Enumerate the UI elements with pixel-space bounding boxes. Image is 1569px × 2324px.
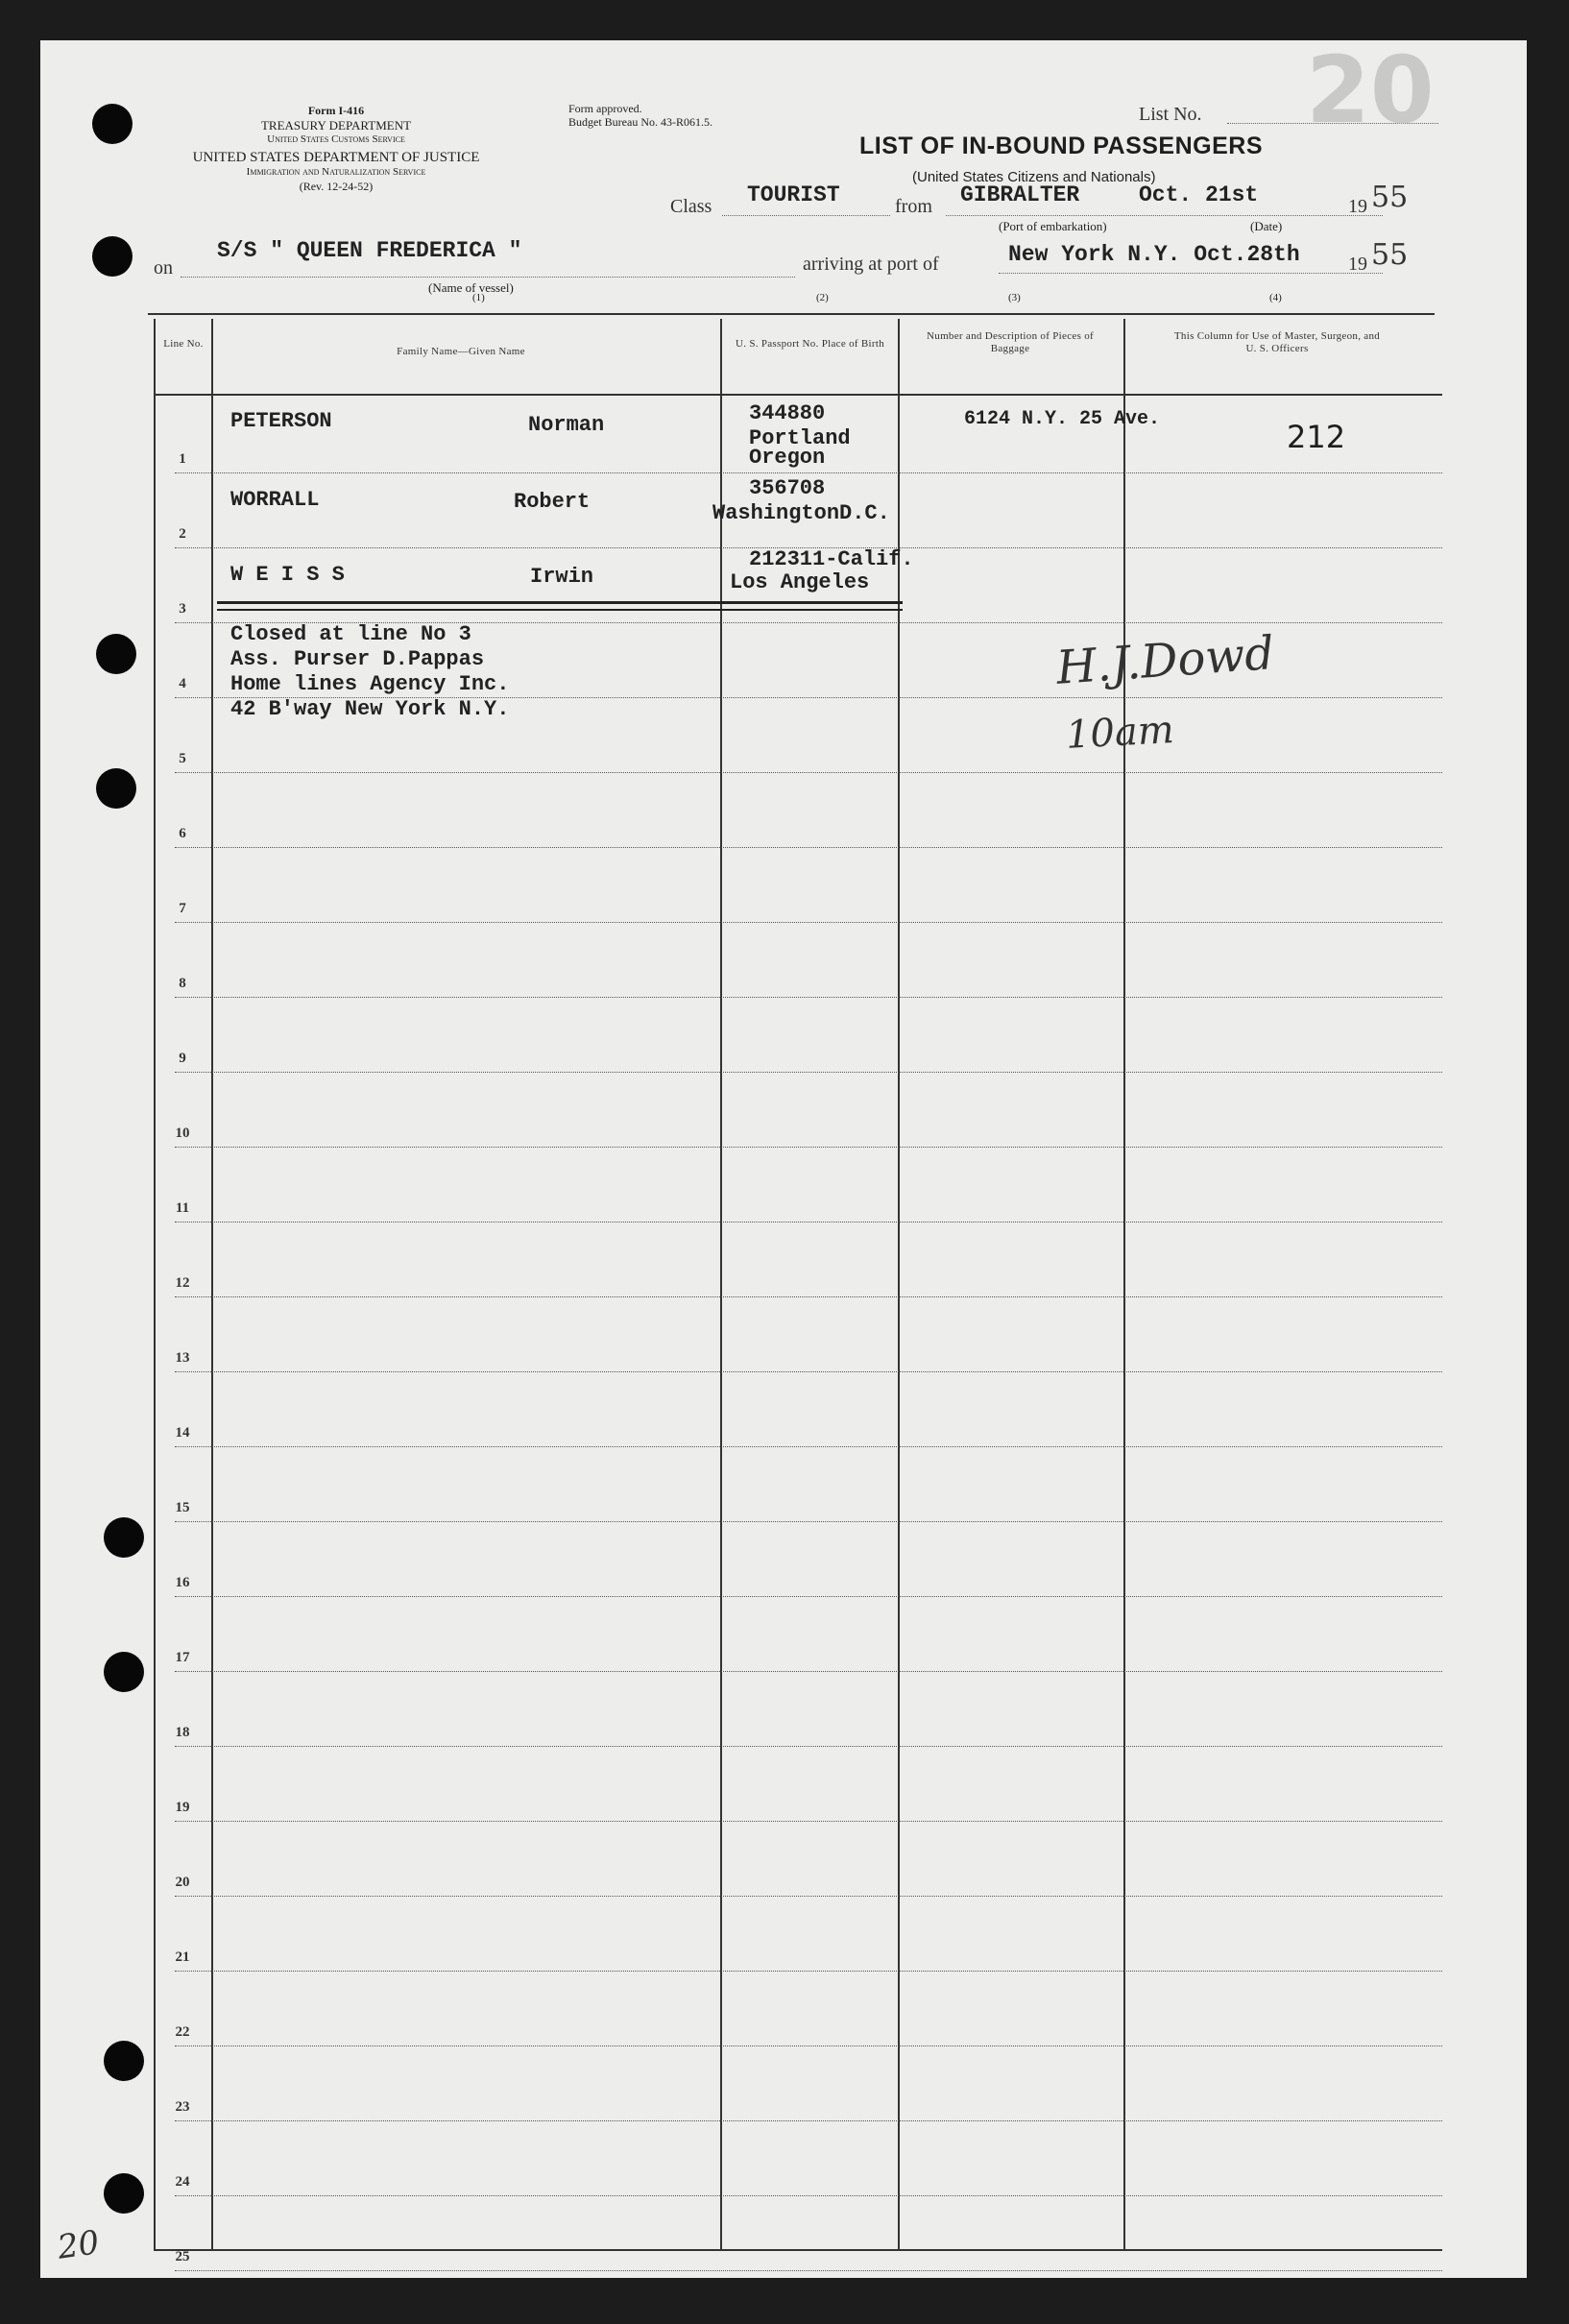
line-number: 16 [175, 1575, 190, 1590]
officer-title: 10am [1064, 708, 1175, 758]
line-number: 11 [175, 1200, 190, 1216]
caption-2: (2) [816, 292, 829, 303]
vessel-underline [181, 277, 795, 278]
line-number: 12 [175, 1275, 190, 1291]
table-row [175, 1296, 1442, 1297]
justice-dept: UNITED STATES DEPARTMENT OF JUSTICE [192, 150, 480, 165]
table-row [175, 1521, 1442, 1522]
passenger-1-family: PETERSON [230, 409, 332, 433]
punch-hole [104, 2173, 144, 2214]
line-number: 4 [179, 676, 186, 691]
customs-service: United States Customs Service [267, 133, 405, 145]
date-caption: (Date) [1250, 219, 1283, 233]
passenger-3-family: W E I S S [230, 563, 345, 587]
line-number: 3 [179, 601, 186, 617]
from-underline [946, 215, 1383, 216]
arriving-label: arriving at port of [803, 254, 939, 275]
line-number: 8 [179, 976, 186, 991]
col-name: Family Name—Given Name [397, 346, 525, 357]
line-number: 21 [175, 1949, 190, 1965]
passenger-3-birth1: Los Angeles [730, 570, 870, 594]
closing-rule [217, 601, 903, 604]
class-label: Class [670, 196, 712, 217]
passenger-3-passport: 212311-Calif. [749, 547, 914, 571]
officer-signature: H.J.Dowd [1054, 626, 1276, 695]
col-baggage: Number and Description of Pieces of Baggage [927, 330, 1094, 354]
passenger-1-baggage: 6124 N.Y. 25 Ave. [964, 408, 1161, 430]
line-number: 17 [175, 1650, 190, 1665]
table-row [175, 1222, 1442, 1223]
caption-3: (3) [1008, 292, 1021, 303]
closing-line-4: 42 B'way New York N.Y. [230, 697, 510, 721]
treasury-dept: TREASURY DEPARTMENT [260, 118, 412, 133]
col-passport: U. S. Passport No. Place of Birth [735, 338, 885, 350]
closing-line-2: Ass. Purser D.Pappas [230, 647, 485, 671]
form-revision: (Rev. 12-24-52) [299, 180, 374, 193]
line-number: 7 [179, 901, 186, 916]
list-no-value: 20 [1306, 36, 1435, 144]
page-subtitle: (United States Citizens and Nationals) [912, 169, 1156, 185]
line-number: 14 [175, 1425, 190, 1440]
punch-hole [104, 1517, 144, 1558]
line-number: 18 [175, 1725, 190, 1740]
year2-value: 55 [1371, 238, 1409, 272]
line-number: 19 [175, 1800, 190, 1815]
table-row [175, 1746, 1442, 1747]
line-number: 10 [175, 1126, 190, 1141]
year-prefix: 19 [1348, 196, 1367, 217]
table-row [175, 1971, 1442, 1972]
table-row [175, 1147, 1442, 1148]
table-row [175, 772, 1442, 773]
passenger-2-birth1: WashingtonD.C. [712, 501, 890, 525]
table-row [175, 1446, 1442, 1447]
form-number: Form I-416 [307, 104, 365, 117]
passenger-2-passport: 356708 [749, 476, 826, 500]
budget-text: Budget Bureau No. 43-R061.5. [568, 115, 712, 129]
manifest-page [40, 40, 1527, 2278]
line-number: 6 [179, 826, 186, 841]
closing-line-3: Home lines Agency Inc. [230, 672, 510, 696]
header-bottom-border [154, 394, 1442, 396]
table-bottom-border [154, 2249, 1442, 2251]
closing-note [230, 622, 509, 722]
line-number: 9 [179, 1051, 186, 1066]
table-row [175, 997, 1442, 998]
class-value: TOURIST [747, 182, 840, 207]
punch-hole [96, 634, 136, 674]
table-row [175, 2270, 1442, 2271]
passenger-1-officer-mark: 212 [1287, 419, 1346, 455]
col-officers: This Column for Use of Master, Surgeon, and U. S. Officers [1173, 330, 1381, 354]
passenger-2-given: Robert [514, 490, 591, 514]
on-label: on [154, 257, 173, 278]
arrival-port: New York N.Y. Oct.28th [1008, 242, 1300, 267]
arrival-underline [999, 273, 1383, 274]
table-row [175, 1072, 1442, 1073]
passenger-1-birth2: Oregon [749, 446, 826, 470]
baggage-col-divider [1123, 319, 1125, 2251]
table-left-border [154, 319, 156, 2251]
table-row [175, 2195, 1442, 2196]
line-number: 2 [179, 526, 186, 542]
line-number: 24 [175, 2174, 190, 2190]
table-row [175, 472, 1442, 473]
form-approval [568, 102, 712, 129]
line-number: 5 [179, 751, 186, 766]
passenger-3-given: Irwin [530, 565, 594, 589]
table-row [175, 847, 1442, 848]
vessel-caption: (Name of vessel) [428, 280, 514, 295]
punch-hole [104, 1652, 144, 1692]
closing-rule [217, 609, 903, 611]
table-row [175, 2120, 1442, 2121]
caption-4: (4) [1269, 292, 1282, 303]
line-number: 23 [175, 2099, 190, 2115]
year2-prefix: 19 [1348, 254, 1367, 275]
table-row [175, 1896, 1442, 1897]
passenger-2-family: WORRALL [230, 488, 320, 512]
passenger-1-birth1: Portland [749, 426, 851, 450]
col-line-no: Line No. [163, 338, 204, 350]
class-underline [722, 215, 890, 216]
table-row [175, 1821, 1442, 1822]
port-embark-caption: (Port of embarkation) [999, 219, 1107, 233]
line-number: 13 [175, 1350, 190, 1366]
passenger-1-given: Norman [528, 413, 605, 437]
table-top-border [148, 313, 1435, 315]
vessel-name: S/S " QUEEN FREDERICA " [217, 238, 522, 263]
margin-note: 20 [55, 2223, 102, 2267]
punch-hole [104, 2041, 144, 2081]
embarkation-port: GIBRALTER [960, 182, 1080, 207]
line-number: 25 [175, 2249, 190, 2264]
line-number: 1 [179, 451, 186, 467]
year-value: 55 [1371, 181, 1409, 214]
closing-line-1: Closed at line No 3 [230, 622, 471, 646]
table-row [175, 1596, 1442, 1597]
punch-hole [92, 236, 133, 277]
punch-hole [92, 104, 133, 144]
list-no-label: List No. [1139, 104, 1202, 125]
line-number: 22 [175, 2024, 190, 2040]
table-row [175, 1671, 1442, 1672]
approved-text: Form approved. [568, 102, 642, 115]
caption-1: (1) [472, 292, 485, 303]
line-col-divider [211, 319, 213, 2251]
table-row [175, 1371, 1442, 1372]
line-number: 20 [175, 1875, 190, 1890]
embarkation-date: Oct. 21st [1139, 182, 1259, 207]
line-number: 15 [175, 1500, 190, 1515]
punch-hole [96, 768, 136, 809]
form-info [144, 104, 528, 194]
table-row [175, 922, 1442, 923]
from-label: from [895, 196, 932, 217]
page-title: LIST OF IN-BOUND PASSENGERS [859, 133, 1264, 159]
passenger-1-passport: 344880 [749, 401, 826, 425]
ins-service: Immigration and Naturalization Service [246, 166, 426, 178]
